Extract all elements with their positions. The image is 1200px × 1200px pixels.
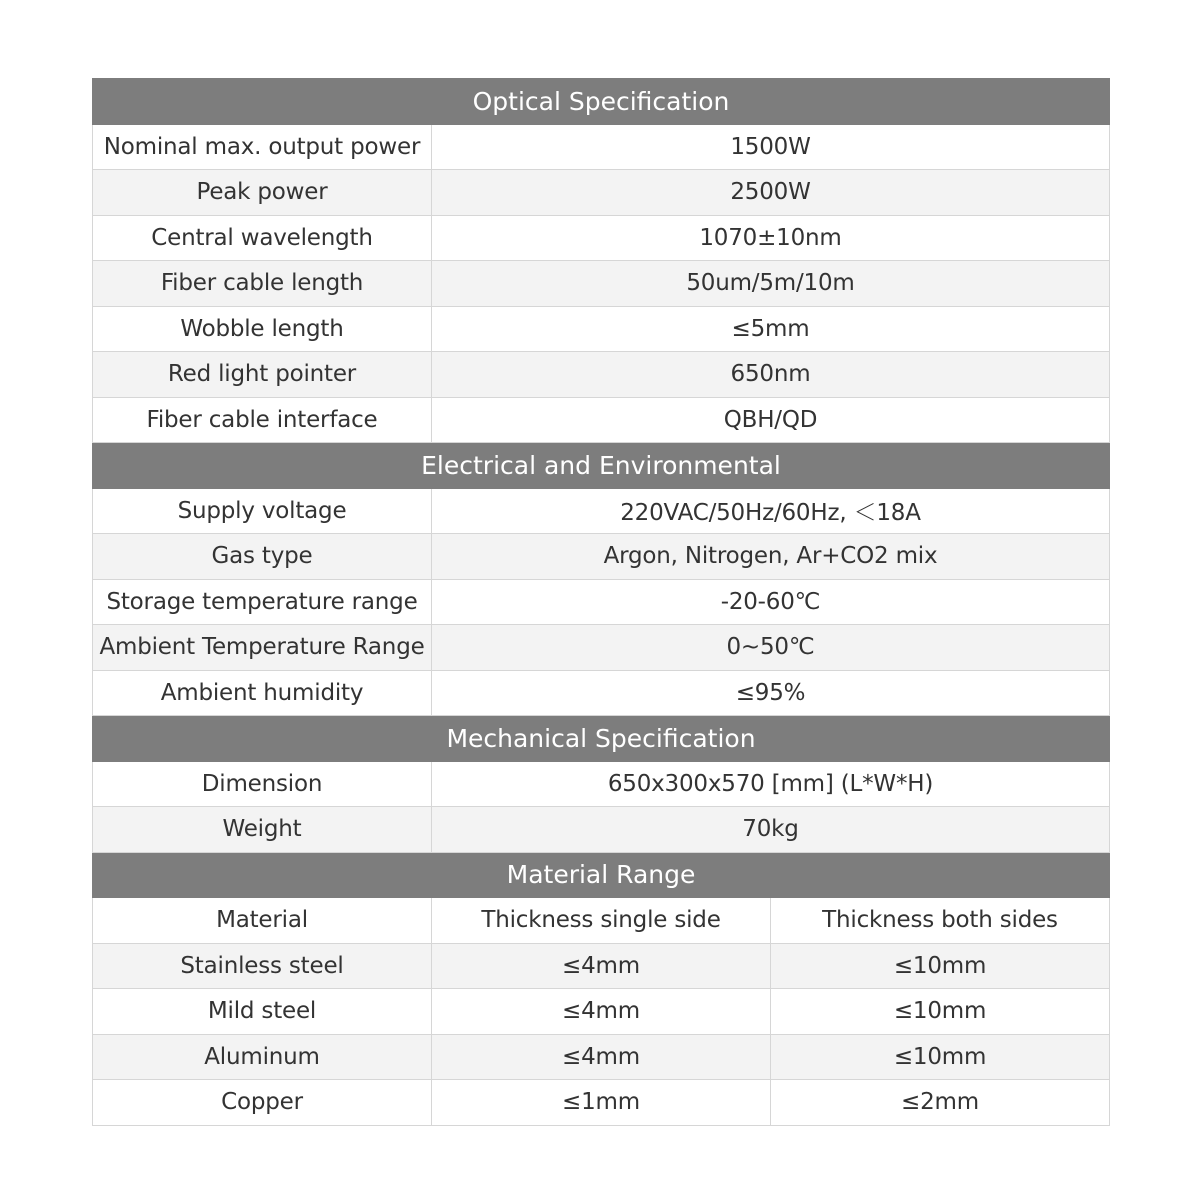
row-value: 1500W xyxy=(432,124,1110,170)
row-value: 0~50℃ xyxy=(432,625,1110,671)
row-value: 220VAC/50Hz/60Hz, ＜18A xyxy=(432,488,1110,534)
row-label: Supply voltage xyxy=(93,488,432,534)
row-label: Peak power xyxy=(93,170,432,216)
row-label: Gas type xyxy=(93,534,432,580)
row-label: Central wavelength xyxy=(93,215,432,261)
row-value: 1070±10nm xyxy=(432,215,1110,261)
section-header-electrical xyxy=(93,443,1110,489)
material-name: Stainless steel xyxy=(93,943,432,989)
table-row xyxy=(93,670,1110,716)
material-header-row xyxy=(93,898,1110,944)
row-label: Ambient Temperature Range xyxy=(93,625,432,671)
material-name: Mild steel xyxy=(93,989,432,1035)
row-label: Fiber cable length xyxy=(93,261,432,307)
section-title: Electrical and Environmental xyxy=(93,443,1110,489)
row-label: Dimension xyxy=(93,761,432,807)
row-value: 650nm xyxy=(432,352,1110,398)
row-label: Weight xyxy=(93,807,432,853)
thickness-both: ≤2mm xyxy=(771,1080,1110,1126)
section-header-material xyxy=(93,852,1110,898)
table-row xyxy=(93,170,1110,216)
material-name: Aluminum xyxy=(93,1034,432,1080)
thickness-both: ≤10mm xyxy=(771,989,1110,1035)
table-row xyxy=(93,124,1110,170)
table-row xyxy=(93,215,1110,261)
table-row xyxy=(93,943,1110,989)
thickness-both: ≤10mm xyxy=(771,1034,1110,1080)
section-title: Mechanical Specification xyxy=(93,716,1110,762)
section-title: Material Range xyxy=(93,852,1110,898)
table-row xyxy=(93,761,1110,807)
row-label: Red light pointer xyxy=(93,352,432,398)
row-value: Argon, Nitrogen, Ar+CO2 mix xyxy=(432,534,1110,580)
table-row xyxy=(93,1034,1110,1080)
column-header-material: Material xyxy=(93,898,432,944)
table-row xyxy=(93,989,1110,1035)
row-value: ≤95% xyxy=(432,670,1110,716)
table-row xyxy=(93,261,1110,307)
row-label: Storage temperature range xyxy=(93,579,432,625)
row-label: Fiber cable interface xyxy=(93,397,432,443)
row-value: QBH/QD xyxy=(432,397,1110,443)
row-value: 650x300x570 [mm] (L*W*H) xyxy=(432,761,1110,807)
section-title: Optical Specification xyxy=(93,79,1110,125)
table-row xyxy=(93,306,1110,352)
thickness-single: ≤4mm xyxy=(432,989,771,1035)
column-header-both-sides: Thickness both sides xyxy=(771,898,1110,944)
row-value: 50um/5m/10m xyxy=(432,261,1110,307)
table-row xyxy=(93,397,1110,443)
thickness-single: ≤4mm xyxy=(432,1034,771,1080)
table-row xyxy=(93,352,1110,398)
row-label: Ambient humidity xyxy=(93,670,432,716)
row-label: Nominal max. output power xyxy=(93,124,432,170)
table-row xyxy=(93,579,1110,625)
row-label: Wobble length xyxy=(93,306,432,352)
thickness-both: ≤10mm xyxy=(771,943,1110,989)
spec-table xyxy=(92,78,1110,1126)
row-value: 70kg xyxy=(432,807,1110,853)
thickness-single: ≤1mm xyxy=(432,1080,771,1126)
section-header-optical xyxy=(93,79,1110,125)
row-value: ≤5mm xyxy=(432,306,1110,352)
table-row xyxy=(93,807,1110,853)
table-row xyxy=(93,488,1110,534)
column-header-single-side: Thickness single side xyxy=(432,898,771,944)
thickness-single: ≤4mm xyxy=(432,943,771,989)
row-value: 2500W xyxy=(432,170,1110,216)
section-header-mechanical xyxy=(93,716,1110,762)
table-row xyxy=(93,625,1110,671)
material-name: Copper xyxy=(93,1080,432,1126)
table-row xyxy=(93,1080,1110,1126)
row-value: -20-60℃ xyxy=(432,579,1110,625)
table-row xyxy=(93,534,1110,580)
